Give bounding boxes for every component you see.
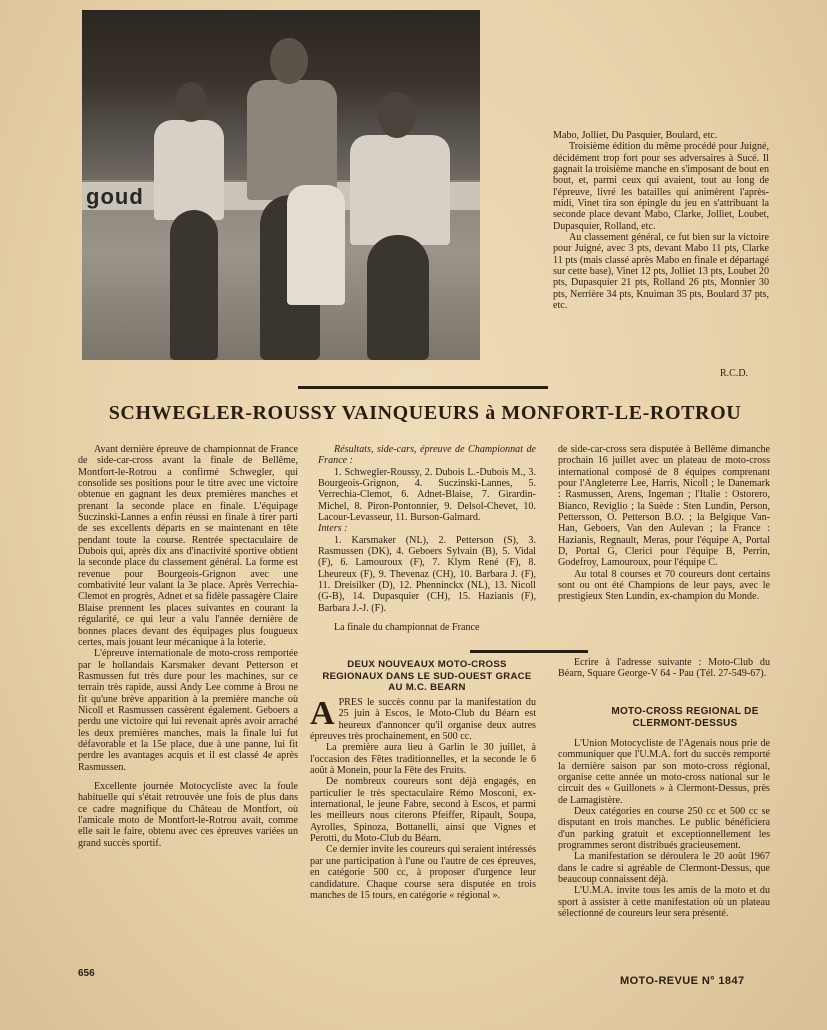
article2-body <box>310 697 536 901</box>
photo-figure-child <box>287 185 345 305</box>
results-list: 1. Schwegler-Roussy, 2. Dubois L.-Dubois M., 3. Bourgeois-Grignon, 4. Suczinski-Lannes, 5. Verrechia-Clemot, 6. Adnet-Blaise, 7. Girardin-Michel, 8. Piron-Pontonnier, 9. Delsol-Chevet, 10. Lacour-Levasseur, 11. Burson-Galmard. <box>318 466 536 524</box>
photo-figure-left-legs <box>170 210 218 360</box>
article3-paragraph: La manifestation se déroulera le 20 août 1967 dans le cadre si agréable de Clermont-Dessus, que beaucoup connaissent déjà. <box>558 851 770 886</box>
photo-figure-right-torso <box>350 135 450 245</box>
article-paragraph: Excellente journée Motocycliste avec la foule habituelle qui s'était retrouvée une fois de plus dans ce cadre magnifique du Château de Montfort, où l'amicale moto de Montfort-le-Rotrou avait, comme elle sait le faire, obtenu avec ces épreuves variées un grand succès sportif. <box>78 780 298 849</box>
top-right-paragraph: Mabo, Jolliet, Du Pasquier, Boulard, etc. <box>553 130 718 141</box>
article3-paragraph: L'Union Motocycliste de l'Agenais nous prie de communiquer que l'U.M.A. fort du succès remporté la dernière saison par son moto-cross régional, organise cette année un moto-cross national sur le circuit des « Guillonets » à Clermont-Dessus, près de Lamagistère. <box>558 738 770 806</box>
article2-dropcap: A <box>310 695 335 732</box>
article2-address: Ecrire à l'adresse suivante : Moto-Club du Béarn, Square George-V 64 - Pau (Tél. 27-549-67). <box>558 657 770 680</box>
article-paragraph: Avant dernière épreuve de championnat de France de side-car-cross avant la finale de Bellême, Montfort-le-Rotrou a confirmé Schwegler, qui consolide ses positions pour le titre avec une victoire obtenue en gagnant les deux premières manches et prenant la seconde place en finale. L'équipage Suczinski-Lannes a enfin réussi en finale à tirer parti de ses excellents départs en se maintenant en tête pendant toute la course. Rentrée spectaculaire de Dubois qui, après dix ans d'inactivité sportive obtient la seconde place du classement général. La forme est revenue pour Bourgeois-Grignon avec une combativité leur valant la 3e place. Après Verrechia-Clemot en progrès, Adnet et sa fidèle passagère Claire Blaise prennent les places suivantes en courant la régularité, ce qui leur a valu l'année dernière de bonnes places devant des équipages plus fougueux certes, mais jouant leur mécanique à la loterie. <box>78 444 298 648</box>
photo-figure-left-head <box>175 82 207 122</box>
top-right-column <box>553 130 769 312</box>
photo-figure-center-torso <box>247 80 337 200</box>
article2-paragraph: De nombreux coureurs sont déjà engagés, en particulier le très spectaculaire Rémo Mosconi, ex-international, le jeune Fabre, second à Escos, et parmi les meilleurs nous citerons Pfeiffer, Ripault, Soupa, Ayrolles, Spinoza, Bottanelli, ainsi que Vignes et Perotti, du Moto-Club du Béarn. <box>310 776 536 845</box>
article-headline: SCHWEGLER-ROUSSY VAINQUEURS à MONFORT-LE-ROTROU <box>108 402 742 424</box>
top-right-paragraph: Troisième édition du même procédé pour Juigné, décidément trop fort pour ses adversaires à Sucé. Il gagnait la troisième manche en s'imposant de bout en bout, et, parmi ceux qui avaient, tout au long de l'épreuve, livré les batailles qui animèrent l'après-midi, Vinet tira son épingle du jeu en s'attribuant la seconde place devant Mabo, Clarke, Jolliet, Loubet, Dupasquier, Rolland, etc. <box>553 141 769 232</box>
results-title: Résultats, side-cars, épreuve de Championnat de France : <box>318 444 536 467</box>
top-right-signature: R.C.D. <box>720 368 749 379</box>
article3-headline: MOTO-CROSS REGIONAL DE CLERMONT-DESSUS <box>611 706 759 729</box>
photo-figure-center-head <box>270 38 308 84</box>
article3-body <box>558 738 770 920</box>
article2-paragraph: La première aura lieu à Garlin le 30 juillet, à l'occasion des Fêtes traditionnelles, et la seconde le 6 août à Monein, pour la Fête des Fruits. <box>310 742 536 777</box>
article2-headline: DEUX NOUVEAUX MOTO-CROSS REGIONAUX DANS LE SUD-OUEST GRACE AU M.C. BEARN <box>322 659 532 693</box>
article2-paragraph: Ce dernier invite les coureurs qui seraient intéressés par une participation à l'une ou l'autre de ces épreuves, en catégorie 500 cc, à proposer d'urgence leur candidature. Chaque course sera disputée en trois manches de 15 tours, en catégorie « régional ». <box>310 844 536 901</box>
headline-rule <box>298 386 548 389</box>
article2-address-column <box>558 657 770 680</box>
article2-paragraph: PRES le succès connu par la manifestation du 25 juin à Escos, le Moto-Club du Béarn est heureux d'annoncer qu'il organise deux autres épreuves très prochainement, en 500 cc. <box>310 697 536 743</box>
photo-figure-right-legs <box>367 235 429 360</box>
section-rule <box>470 650 588 653</box>
article-paragraph: Au total 8 courses et 70 coureurs dont certains sont ou ont été Champions de leur pays, avec le prestigieux Sten Lundin, ex-champion du Monde. <box>558 568 770 603</box>
finale-line: La finale du championnat de France <box>334 622 480 634</box>
magazine-issue: MOTO-REVUE N° 1847 <box>620 975 745 987</box>
photo-figure-right-head <box>378 92 416 138</box>
article-column-2 <box>318 444 536 634</box>
top-right-paragraph: Au classement général, ce fut bien sur la victoire pour Juigné, avec 3 pts, devant Mabo 11 pts, Clarke 11 pts (mais classé après Mabo en finale et départagé sur cette base), Vinet 12 pts, Jolliet 13 pts, Loubet 20 pts, Dupasquier 21 pts, Rolland 26 pts, Monnier 30 pts, Nerrière 34 pts, Knuiman 35 pts, Boulard 37 pts, etc. <box>553 232 769 312</box>
page-number: 656 <box>78 968 95 979</box>
article3-paragraph: L'U.M.A. invite tous les amis de la moto et du sport à assister à cette manifestation où un plateau sélectionné de coureurs leur sera présenté. <box>558 885 770 920</box>
article-column-3 <box>558 444 770 603</box>
inters-list: 1. Karsmaker (NL), 2. Petterson (S), 3. Rasmussen (DK), 4. Geboers Sylvain (B), 5. Vidal (F), 6. Lamouroux (F), 7. Klym René (F), 8. Lheureux (F), 9. Thevenaz (CH), 10. Barbara J. (F), 11. Dreisilker (D), 12. Phenninckx (NL), 13. Nicoll (G-B), 14. Dupasquier (CH), 15. Hazianis (F), Barbara J.-J. (F). <box>318 534 536 614</box>
article-column-1 <box>78 444 298 849</box>
inters-title: Inters : <box>318 523 348 535</box>
photo-banner-text: goud <box>86 184 144 209</box>
article-paragraph: L'épreuve internationale de moto-cross remportée par le hollandais Karsmaker devant Petterson et Rasmussen fut très dure pour les machines, sur ce terrain très rapide, aussi Andy Lee comme à Brou ne fit qu'une brève apparition à la première manche où Nicoll et Rasmussen cassèrent également. Geboers a perdu une victoire qui lui revenait après avoir arraché les deux premières manches, mais la finale lui fut défavorable et la 15e place, due à une panne, lui fit perdre les avantages acquis et il est classé 4e après Rasmussen. <box>78 648 298 773</box>
article3-paragraph: Deux catégories en course 250 cc et 500 cc se disputant en trois manches. Le public bénéficiera d'un parking gratuit et exceptionnellement les programmes seront distribués gracieusement. <box>558 806 770 852</box>
article-paragraph: de side-car-cross sera disputée à Bellême dimanche prochain 16 juillet avec un plateau de moto-cross international composé de 8 équipes comprenant pour l'Angleterre Lee, Harris, Nicoll ; le Danemark : Rasmussen, Arens, Ingeman ; l'Italie : Ostorero, Bianco, Reviglio ; la Suède : Sten Lundin, Person, Pettersson, O. Petterson B.O. ; la Belgique Van-Han, Geboers, Van den Aulevan ; la France : Hazianis, Regnault, Meras, pour l'équipe A, Portal D, Portal G, Clerici pour l'équipe B, Perrin, Godefroy, Lamouroux, pour l'équipe C. <box>558 444 770 569</box>
race-photo <box>82 10 480 360</box>
photo-figure-left-torso <box>154 120 224 220</box>
